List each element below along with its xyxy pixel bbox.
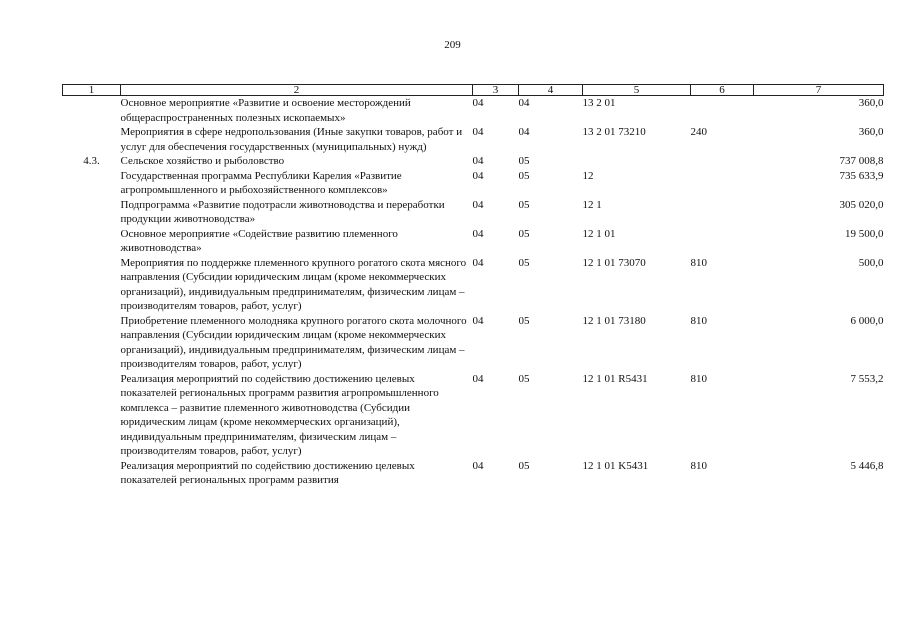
expense-type-code: 810 [690,372,707,385]
expense-type-code [691,96,754,126]
item-name: Реализация мероприятий по содействию достижению целевых показателей региональных программ развития агропромышленного комплекса – развитие племенного животноводства (Субсидии юридическим лицам (кроме некоммерческих организаций), индивидуальным предпринимателям, физическим лицам – производителям товаров, работ, услуг) [120,372,439,457]
subsection-code: 05 [518,169,530,182]
section-code: 04 [472,372,484,385]
table-body [63,96,884,488]
expense-type-code [691,227,754,256]
item-name: Реализация мероприятий по содействию достижению целевых показателей региональных программ развития [120,459,415,486]
row-number [63,459,121,488]
target-article-code: 12 1 01 K5431 [582,459,649,472]
table-row [63,96,884,126]
amount-value: 737 008,8 [839,155,884,167]
target-article-code [583,154,691,169]
amount-value: 735 633,9 [839,169,884,182]
table-row [63,256,884,314]
amount-value: 6 000,0 [850,314,884,327]
table-row [63,198,884,227]
row-number [63,125,121,154]
target-article-code: 12 1 01 73070 [582,256,646,269]
expense-type-code: 810 [690,256,707,269]
row-number [63,198,121,227]
subsection-code: 04 [518,126,530,138]
section-code: 04 [472,459,484,472]
table-row [63,154,884,169]
amount-value: 5 446,8 [850,459,884,472]
table-row [63,459,884,488]
table-row [63,169,884,198]
target-article-code: 12 1 01 73180 [582,314,646,327]
amount-value: 7 553,2 [850,372,884,385]
budget-table [62,84,884,488]
expense-type-code [691,169,754,198]
column-header: 3 [473,85,519,96]
row-number: 4.3. [83,155,100,167]
item-name: Мероприятия по поддержке племенного крупного рогатого скота мясного направления (Субсидии юридическим лицам (кроме некоммерческих организаций), индивидуальным предпринимателям, физическим лицам – производителям товаров, работ, услуг) [120,256,467,312]
expense-type-code: 810 [690,459,707,472]
target-article-code: 13 2 01 73210 [582,126,646,138]
subsection-code: 05 [518,372,530,385]
expense-type-code [691,154,754,169]
item-name: Государственная программа Республики Карелия «Развитие агропромышленного и рыбохозяйственного комплексов» [120,169,402,196]
target-article-code: 12 1 01 R5431 [582,372,648,385]
amount-value: 305 020,0 [839,198,884,211]
column-header: 7 [754,85,884,96]
amount-value: 19 500,0 [845,227,884,240]
expense-type-code: 810 [690,314,707,327]
target-article-code: 12 1 [582,198,602,211]
column-header: 6 [691,85,754,96]
section-code: 04 [472,169,484,182]
amount-value: 500,0 [858,256,884,269]
row-number [63,227,121,256]
section-code: 04 [472,227,484,240]
subsection-code: 05 [518,459,530,472]
item-name: Основное мероприятие «Развитие и освоение месторождений общераспространенных полезных ископаемых» [120,97,411,124]
section-code: 04 [472,97,484,109]
table-row [63,125,884,154]
expense-type-code: 240 [690,126,707,138]
row-number [63,256,121,314]
column-header: 2 [121,85,473,96]
target-article-code: 12 1 01 [582,227,616,240]
row-number [63,314,121,372]
page-number: 209 [444,39,461,51]
subsection-code: 05 [518,256,530,269]
target-article-code: 13 2 01 [582,97,616,109]
item-name: Мероприятия в сфере недропользования (Иные закупки товаров, работ и услуг для обеспечения государственных (муниципальных) нужд) [120,126,463,153]
amount-value: 360,0 [858,126,884,138]
column-header: 1 [63,85,121,96]
table-row [63,372,884,459]
table-row [63,314,884,372]
subsection-code: 05 [518,314,530,327]
target-article-code: 12 [582,169,594,182]
item-name: Основное мероприятие «Содействие развитию племенного животноводства» [120,227,398,254]
section-code: 04 [472,126,484,138]
table-row [63,227,884,256]
table-header [63,85,884,96]
row-number [63,169,121,198]
section-code: 04 [472,198,484,211]
row-number [63,372,121,459]
section-code: 04 [472,314,484,327]
row-number [63,96,121,126]
subsection-code: 04 [518,97,530,109]
amount-value: 360,0 [858,97,884,109]
item-name: Сельское хозяйство и рыболовство [120,155,285,167]
section-code: 04 [472,155,484,167]
expense-type-code [691,198,754,227]
item-name: Приобретение племенного молодняка крупного рогатого скота молочного направления (Субсидии юридическим лицам (кроме некоммерческих организаций), индивидуальным предпринимателям, физическим лицам – производителям товаров, работ, услуг) [120,314,467,370]
subsection-code: 05 [518,198,530,211]
column-header: 4 [519,85,583,96]
subsection-code: 05 [518,227,530,240]
header-row [63,85,884,96]
column-header: 5 [583,85,691,96]
subsection-code: 05 [518,155,530,167]
section-code: 04 [472,256,484,269]
item-name: Подпрограмма «Развитие подотрасли животноводства и переработки продукции животноводства» [120,198,445,225]
